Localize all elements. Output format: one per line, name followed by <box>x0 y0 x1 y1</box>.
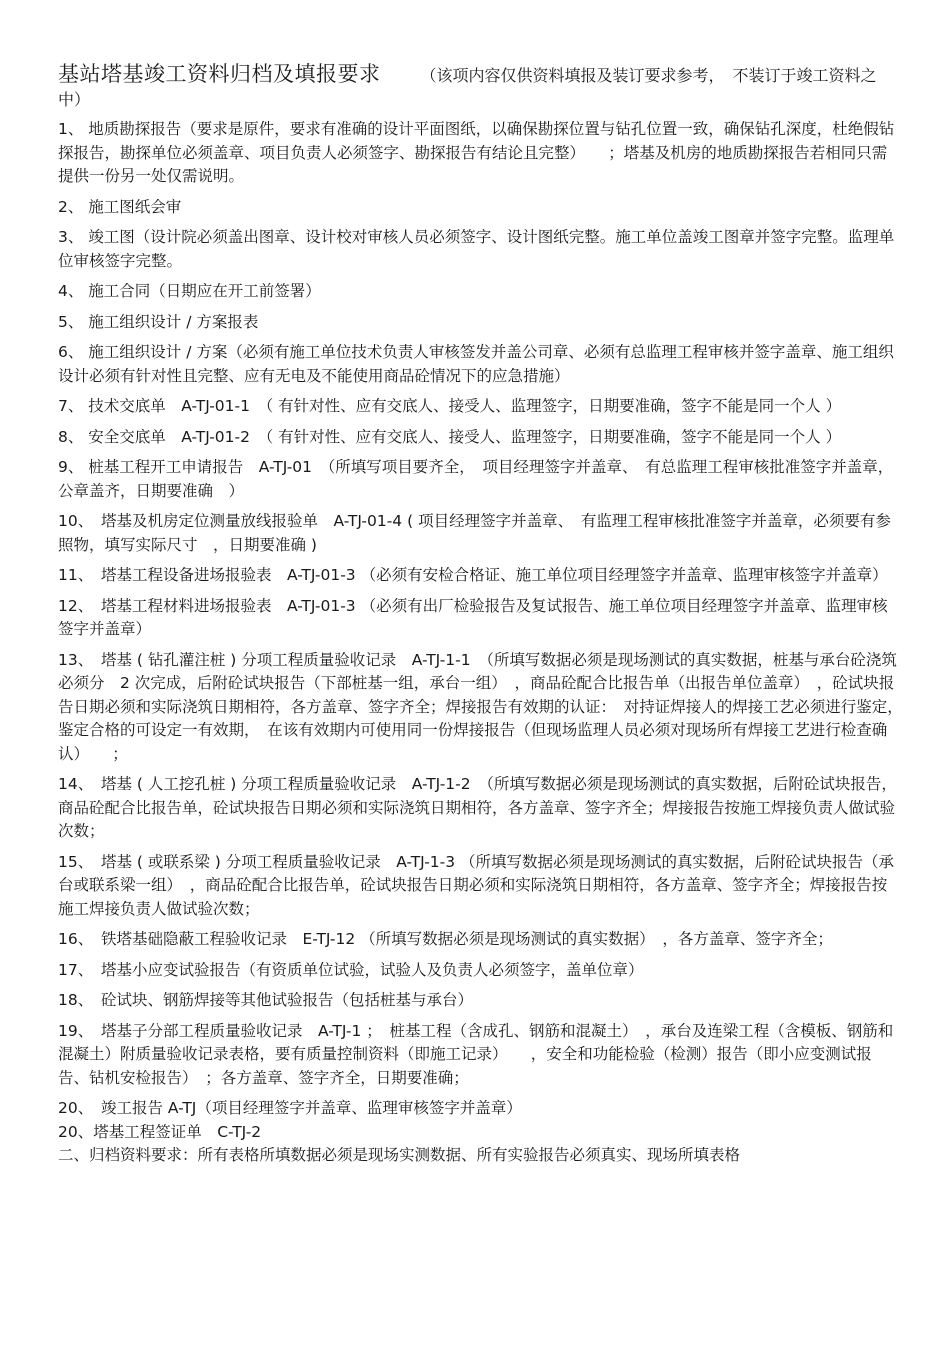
document-page <box>58 62 911 1168</box>
item-13: 13、 塔基 ( 钻孔灌注桩 ) 分项工程质量验收记录 A-TJ-1-1 （所填写数据必须是现场测试的真实数据，桩基与承台砼浇筑必须分 2 次完成，后附砼试块报告（下部桩基一组，承台一组） ，商品砼配合比报告单（出报告单位盖章） ，砼试块报告日期必须和实际浇筑日期相符，各方盖章、签字齐全；焊接报告有效期的认证： 对持证焊接人的焊接工艺必须进行鉴定， 鉴定合格的可设定一有效期， 在该有效期内可使用同一份焊接报告（但现场监理人员必须对现场所有焊接工艺进行检查确认） ； <box>58 650 911 763</box>
item-20: 20、 竣工报告 A-TJ（项目经理签字并盖章、监理审核签字并盖章） <box>58 1099 522 1117</box>
item-2: 2、 施工图纸会审 <box>58 197 182 216</box>
item-5: 5、 施工组织设计 / 方案报表 <box>58 312 259 331</box>
item-8: 8、 安全交底单 A-TJ-01-2 （ 有针对性、应有交底人、接受人、监理签字，日期要准确，签字不能是同一个人 ） <box>58 427 842 446</box>
item-20-visa: 20、塔基工程签证单 C-TJ-2 <box>58 1122 262 1141</box>
item-18: 18、 砼试块、钢筋焊接等其他试验报告（包括桩基与承台） <box>58 991 473 1009</box>
item-6: 6、 施工组织设计 / 方案（必须有施工单位技术负责人审核签发并盖公司章、必须有总监理工程审核并签字盖章、施工组织设计必须有针对性且完整、应有无电及不能使用商品砼情况下的应急措施） <box>58 343 894 385</box>
document-header <box>58 62 898 112</box>
item-19: 19、 塔基子分部工程质量验收记录 A-TJ-1 ； 桩基工程（含成孔、钢筋和混凝土） ，承台及连梁工程（含模板、钢筋和混凝土）附质量验收记录表格，要有质量控制资料（即施工记录） ，安全和功能检验（检测）报告（即小应变测试报告、钻机安检报告） ；各方盖章、签字齐全，日期要准确； <box>58 1021 894 1087</box>
item-15: 15、 塔基 ( 或联系梁 ) 分项工程质量验收记录 A-TJ-1-3 （所填写数据必须是现场测试的真实数据，后附砼试块报告（承台或联系梁一组） ，商品砼配合比报告单，砼试块报告日期必须和实际浇筑日期相符，各方盖章、签字齐全；焊接报告按施工焊接负责人做试验次数； <box>58 852 895 918</box>
item-1: 1、 地质勘探报告（要求是原件，要求有准确的设计平面图纸，以确保勘探位置与钻孔位置一致，确保钻孔深度，杜绝假钻探报告，勘探单位必须盖章、项目负责人必须签字、勘探报告有结论且完整） ；塔基及机房的地质勘探报告若相同只需提供一份另一处仅需说明。 <box>58 120 895 185</box>
item-16: 16、 铁塔基础隐蔽工程验收记录 E-TJ-12 （所填写数据必须是现场测试的真实数据） ，各方盖章、签字齐全； <box>58 930 833 948</box>
item-10: 10、 塔基及机房定位测量放线报验单 A-TJ-01-4 ( 项目经理签字并盖章、 有监理工程审核批准签字并盖章，必须要有参照物，填写实际尺寸 ，日期要准确 ) <box>58 512 891 554</box>
document-title: 基站塔基竣工资料归档及填报要求 <box>58 62 381 86</box>
item-9: 9、 桩基工程开工申请报告 A-TJ-01 （所填写项目要齐全， 项目经理签字并盖章、 有总监理工程审核批准签字并盖章，公章盖齐，日期要准确 ） <box>58 458 894 500</box>
item-11: 11、 塔基工程设备进场报验表 A-TJ-01-3 （必须有安检合格证、施工单位项目经理签字并盖章、监理审核签字并盖章） <box>58 566 888 584</box>
item-4: 4、 施工合同（日期应在开工前签署） <box>58 282 321 300</box>
item-14: 14、 塔基 ( 人工挖孔桩 ) 分项工程质量验收记录 A-TJ-1-2 （所填写数据必须是现场测试的真实数据，后附砼试块报告，商品砼配合比报告单，砼试块报告日期必须和实际浇筑日期相符，各方盖章、签字齐全；焊接报告按施工焊接负责人做试验次数； <box>58 775 897 840</box>
document-note: （该项内容仅供资料填报及装订要求参考， 不装订于竣工资料之中） <box>58 66 877 109</box>
item-7: 7、 技术交底单 A-TJ-01-1 （ 有针对性、应有交底人、接受人、监理签字，日期要准确，签字不能是同一个人 ） <box>58 397 842 415</box>
item-17: 17、 塔基小应变试验报告（有资质单位试验，试验人及负责人必须签字，盖单位章） <box>58 960 644 979</box>
section-archive-requirements: 二、归档资料要求：所有表格所填数据必须是现场实测数据、所有实验报告必须真实、现场所填表格 <box>58 1146 741 1164</box>
item-12: 12、 塔基工程材料进场报验表 A-TJ-01-3 （必须有出厂检验报告及复试报告、施工单位项目经理签字并盖章、监理审核签字并盖章） <box>58 596 888 638</box>
item-3: 3、 竣工图（设计院必须盖出图章、设计校对审核人员必须签字、设计图纸完整。施工单位盖竣工图章并签字完整。监理单位审核签字完整。 <box>58 228 895 270</box>
